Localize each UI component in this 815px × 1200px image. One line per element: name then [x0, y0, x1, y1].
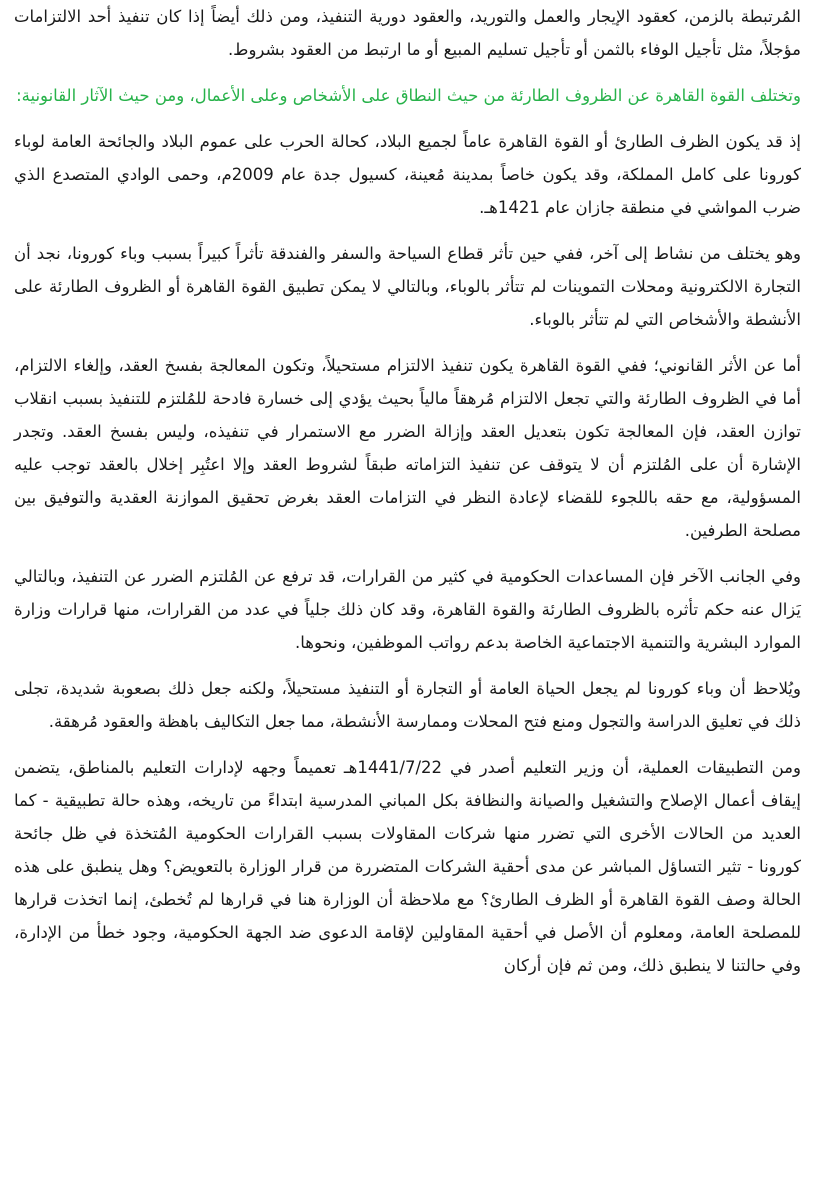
- paragraph-activity: وهو يختلف من نشاط إلى آخر، ففي حين تأثر قطاع السياحة والسفر والفندقة تأثراً كبيراً بسبب وباء كورونا، نجد أن التجارة الالكترونية ومحلات التموينات لم تتأثر بالوباء، وبالتالي لا يمكن تطبيق القوة القاهرة أو الظروف الطارئة على الأنشطة والأشخاص التي لم تتأثر بالوباء.: [14, 244, 801, 329]
- paragraph-government-aid: وفي الجانب الآخر فإن المساعدات الحكومية في كثير من القرارات، قد ترفع عن المُلتزم الضرر عن التنفيذ، وبالتالي يَزال عنه حكم تأثره بالظروف الطارئة والقوة القاهرة، وقد كان ذلك جلياً في عدد من القرارات، منها قرارات وزارة الموارد البشرية والتنمية الاجتماعية الخاصة بدعم رواتب الموظفين، ونحوها.: [14, 567, 801, 652]
- paragraph-scope: إذ قد يكون الظرف الطارئ أو القوة القاهرة عاماً لجميع البلاد، كحالة الحرب على عموم البلاد والجائحة العامة لوباء كورونا على كامل المملكة، وقد يكون خاصاً بمدينة مُعينة، كسيول جدة عام 2009م، وحمى الوادي المتصدع الذي ضرب المواشي في منطقة جازان عام 1421هـ.: [14, 132, 801, 217]
- paragraph-legal-effect: أما عن الأثر القانوني؛ ففي القوة القاهرة يكون تنفيذ الالتزام مستحيلاً، وتكون المعالجة بفسخ العقد، وإلغاء الالتزام، أما في الظروف الطارئة والتي تجعل الالتزام مُرهقاً مالياً بحيث يؤدي إلى خسارة فادحة للمُلتزم للتنفيذ بسبب انقلاب توازن العقد، فإن المعالجة تكون بتعديل العقد وإزالة الضرر مع الاستمرار في تنفيذه، وليس بفسخ العقد. وتجدر الإشارة أن على المُلتزم أن لا يتوقف عن تنفيذ التزاماته طبقاً لشروط العقد وإلا اعتُبِر إخلال بالعقد توجب عليه المسؤولية، مع حقه باللجوء للقضاء لإعادة النظر في التزامات العقد بغرض تحقيق الموازنة العقدية والتوفيق بين مصلحة الطرفين.: [14, 356, 801, 540]
- article-body: [14, 0, 801, 982]
- paragraph-continuation: المُرتبطة بالزمن، كعقود الإيجار والعمل والتوريد، والعقود دورية التنفيذ، ومن ذلك أيضاً إذا كان تنفيذ أحد الالتزامات مؤجلاً، مثل تأجيل الوفاء بالثمن أو تأجيل تسليم المبيع أو ما ارتبط من العقود بشروط.: [14, 7, 801, 59]
- paragraph-practical-application: ومن التطبيقات العملية، أن وزير التعليم أصدر في 1441/7/22هـ تعميماً وجهه لإدارات التعليم بالمناطق، يتضمن إيقاف أعمال الإصلاح والتشغيل والصيانة والنظافة بكل المباني المدرسية ابتداءً من تاريخه، وهذه حالة تطبيقية - كما العديد من الحالات الأخرى التي تضرر منها شركات المقاولات بسبب القرارات الحكومية المُتخذة في ظل جائحة كورونا - تثير التساؤل المباشر عن مدى أحقية الشركات المتضررة من قرار الوزارة بالتعويض؟ وهل ينطبق على هذه الحالة وصف القوة القاهرة أو الظرف الطارئ؟ مع ملاحظة أن الوزارة هنا في قرارها لم تُخطئ، إنما اتخذت قرارها للمصلحة العامة، ومعلوم أن الأصل في أحقية المقاولين لإقامة الدعوى ضد الجهة الحكومية، وجود خطأ من الإدارة، وفي حالتنا لا ينطبق ذلك، ومن ثم فإن أركان: [14, 758, 801, 975]
- paragraph-covid-observation: ويُلاحظ أن وباء كورونا لم يجعل الحياة العامة أو التجارة أو التنفيذ مستحيلاً، ولكنه جعل ذلك بصعوبة شديدة، تجلى ذلك في تعليق الدراسة والتجول ومنع فتح المحلات وممارسة الأنشطة، مما جعل التكاليف باهظة والعقود مُرهقة.: [14, 679, 801, 731]
- highlighted-lead-paragraph: وتختلف القوة القاهرة عن الظروف الطارئة من حيث النطاق على الأشخاص وعلى الأعمال، ومن حيث الآثار القانونية:: [16, 86, 801, 105]
